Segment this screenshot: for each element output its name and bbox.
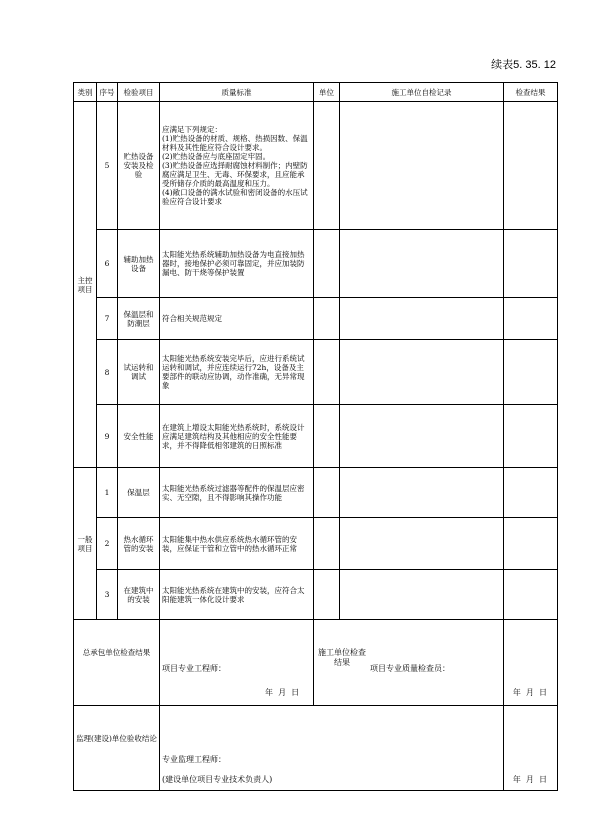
- row-seq: 3: [97, 570, 118, 620]
- contractor-date: 年 月 日: [265, 688, 300, 697]
- builder-date-cell: [504, 620, 558, 706]
- row-standard: 太阳能光热系统在建筑中的安装，应符合太阳能建筑一体化设计要求: [160, 570, 314, 620]
- supervisor-engineer-label: 专业监理工程师：: [162, 755, 226, 764]
- row-unit[interactable]: [314, 570, 340, 620]
- main-category-label: 主控项目: [74, 102, 97, 468]
- supervisor-signature-area[interactable]: [160, 706, 504, 791]
- row-item: 贮热设备安装及检验: [118, 102, 160, 230]
- row-unit[interactable]: [314, 468, 340, 518]
- table-row: [74, 405, 558, 468]
- builder-date: 年 月 日: [512, 688, 547, 697]
- inspection-table: [73, 82, 558, 791]
- row-standard: 在建筑上增设太阳能光热系统时，系统设计应满足建筑结构及其他相应的安全性能要求，并不得降低相邻建筑的日照标准: [160, 405, 314, 468]
- row-result[interactable]: [504, 230, 558, 298]
- row-unit[interactable]: [314, 518, 340, 570]
- row-item: 在建筑中的安装: [118, 570, 160, 620]
- table-row: [74, 230, 558, 298]
- row-result[interactable]: [504, 102, 558, 230]
- row-self-check[interactable]: [340, 518, 504, 570]
- builder-result-label: 施工单位检查结果: [318, 648, 366, 667]
- row-item: 辅助加热设备: [118, 230, 160, 298]
- table-row: [74, 340, 558, 405]
- table-row: [74, 102, 558, 230]
- row-result[interactable]: [504, 570, 558, 620]
- header-standard: 质量标准: [160, 83, 314, 102]
- row-seq: 8: [97, 340, 118, 405]
- table-row: [74, 468, 558, 518]
- row-unit[interactable]: [314, 230, 340, 298]
- header-unit: 单位: [314, 83, 340, 102]
- table-row: [74, 298, 558, 340]
- header-row: [74, 83, 558, 102]
- header-item: 检验项目: [118, 83, 160, 102]
- row-result[interactable]: [504, 298, 558, 340]
- header-seq: 序号: [97, 83, 118, 102]
- row-item: 试运转和调试: [118, 340, 160, 405]
- row-self-check[interactable]: [340, 340, 504, 405]
- row-standard: 太阳能光热系统安装完毕后，应进行系统试运转和调试，并应连续运行72h，设备及主要部件的联动应协调，动作准确，无异常现象: [160, 340, 314, 405]
- row-self-check[interactable]: [340, 570, 504, 620]
- row-self-check[interactable]: [340, 468, 504, 518]
- row-standard: 太阳能集中热水供应系统热水循环管的安装，应保证干管和立管中的热水循环正常: [160, 518, 314, 570]
- row-unit[interactable]: [314, 340, 340, 405]
- row-unit[interactable]: [314, 298, 340, 340]
- row-result[interactable]: [504, 518, 558, 570]
- row-self-check[interactable]: [340, 230, 504, 298]
- row-item: 保温层和防潮层: [118, 298, 160, 340]
- row-result[interactable]: [504, 405, 558, 468]
- continued-table-number: 续表5. 35. 12: [491, 59, 556, 71]
- row-unit[interactable]: [314, 405, 340, 468]
- header-result: 检查结果: [504, 83, 558, 102]
- row-seq: 1: [97, 468, 118, 518]
- row-standard: 符合相关规范规定: [160, 298, 314, 340]
- table-row: [74, 518, 558, 570]
- row-unit[interactable]: [314, 102, 340, 230]
- row-result[interactable]: [504, 468, 558, 518]
- header-self-check: 施工单位自检记录: [340, 83, 504, 102]
- row-self-check[interactable]: [340, 102, 504, 230]
- general-category-label: 一般项目: [74, 468, 97, 620]
- supervisor-date: 年 月 日: [512, 775, 547, 784]
- row-seq: 7: [97, 298, 118, 340]
- row-item: 保温层: [118, 468, 160, 518]
- owner-tech-lead-label: (建设单位项目专业技术负责人): [162, 775, 273, 784]
- row-standard: 太阳能光热系统过滤器等配件的保温层应密实、无空隙，且不得影响其操作功能: [160, 468, 314, 518]
- row-seq: 9: [97, 405, 118, 468]
- row-standard: 应满足下列规定： (1)贮热设备的材质、规格、热损因数、保温材料及其性能应符合设计要求。 (2)贮热设备应与底座固定牢固。 (3)贮热设备应选择耐腐蚀材料制作；内壁防腐应满足卫生、无毒、环保要求，且应能承受所储存介质的最高温度和压力。 (4)敞口设备的满水试验和密闭设备的水压试验应符合设计要求: [160, 102, 314, 230]
- supervisor-date-cell: [504, 706, 558, 791]
- supervisor-sign-row: [74, 706, 558, 791]
- row-self-check[interactable]: [340, 298, 504, 340]
- row-self-check[interactable]: [340, 405, 504, 468]
- header-category: 类别: [74, 83, 97, 102]
- contractor-signature-area[interactable]: [160, 620, 314, 706]
- builder-inspector-label: 项目专业质量检查员：: [370, 664, 450, 673]
- contractor-engineer-label: 项目专业工程师：: [162, 664, 226, 673]
- supervisor-conclusion-label: 监理(建设)单位验收结论: [74, 706, 160, 791]
- row-result[interactable]: [504, 340, 558, 405]
- row-standard: 太阳能光热系统辅助加热设备为电直接加热器时，接地保护必须可靠固定，并应加装防漏电、防干烧等保护装置: [160, 230, 314, 298]
- row-item: 安全性能: [118, 405, 160, 468]
- row-seq: 5: [97, 102, 118, 230]
- row-seq: 6: [97, 230, 118, 298]
- table-row: [74, 570, 558, 620]
- row-seq: 2: [97, 518, 118, 570]
- contractor-sign-row: [74, 620, 558, 706]
- builder-signature-area[interactable]: [314, 620, 504, 706]
- contractor-result-label: 总承包单位检查结果: [74, 620, 160, 706]
- row-item: 热水循环管的安装: [118, 518, 160, 570]
